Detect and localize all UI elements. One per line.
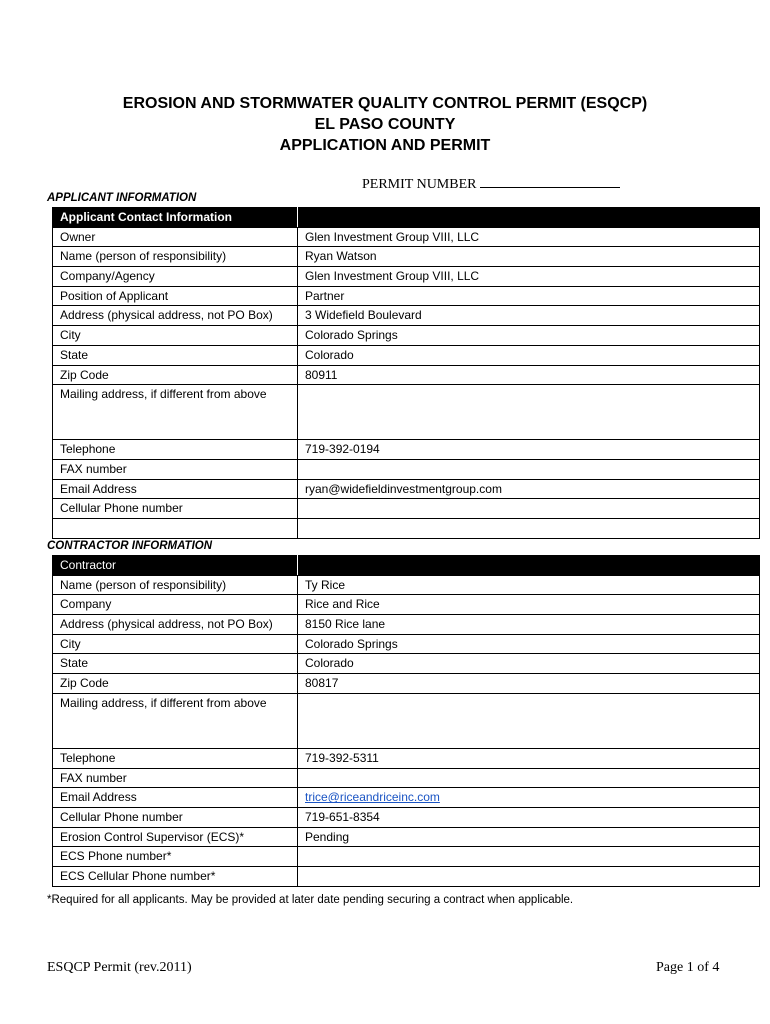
field-value[interactable]: 719-651-8354 [298, 807, 760, 827]
field-value[interactable]: 3 Widefield Boulevard [298, 306, 760, 326]
table-row [53, 575, 760, 595]
table-row [53, 693, 760, 748]
field-label: Company/Agency [53, 267, 298, 287]
contractor-header-label: Contractor [53, 556, 298, 576]
field-label: Telephone [53, 440, 298, 460]
permit-number-blank[interactable] [480, 175, 620, 188]
footer-page-number: Page 1 of 4 [656, 960, 720, 975]
table-row [53, 768, 760, 788]
field-value[interactable] [298, 768, 760, 788]
field-label: Cellular Phone number [53, 499, 298, 519]
field-label: Owner [53, 227, 298, 247]
table-row [53, 227, 760, 247]
applicant-header-blank [298, 208, 760, 228]
field-value[interactable] [298, 385, 760, 440]
table-row [53, 788, 760, 808]
contractor-table [52, 555, 760, 887]
permit-number-label: PERMIT NUMBER [362, 177, 477, 192]
table-row [53, 595, 760, 615]
permit-number-field [362, 175, 620, 193]
table-row [53, 326, 760, 346]
field-value[interactable]: Colorado [298, 345, 760, 365]
table-row [53, 674, 760, 694]
field-value[interactable]: 8150 Rice lane [298, 615, 760, 635]
field-value[interactable]: Glen Investment Group VIII, LLC [298, 267, 760, 287]
table-row [53, 847, 760, 867]
field-label: FAX number [53, 459, 298, 479]
field-value[interactable] [298, 693, 760, 748]
table-row [53, 518, 760, 538]
field-label: Address (physical address, not PO Box) [53, 306, 298, 326]
field-label: Erosion Control Supervisor (ECS)* [53, 827, 298, 847]
field-value[interactable]: Glen Investment Group VIII, LLC [298, 227, 760, 247]
field-label: Mailing address, if different from above [53, 385, 298, 440]
field-value[interactable] [298, 499, 760, 519]
footer-form-revision: ESQCP Permit (rev.2011) [47, 960, 192, 975]
table-row [53, 827, 760, 847]
field-value[interactable]: Ryan Watson [298, 247, 760, 267]
table-row [53, 306, 760, 326]
applicant-table [52, 207, 760, 539]
table-row [53, 286, 760, 306]
field-value[interactable]: Pending [298, 827, 760, 847]
title-line-2: EL PASO COUNTY [314, 116, 456, 133]
field-label: Position of Applicant [53, 286, 298, 306]
field-label: City [53, 326, 298, 346]
table-row [53, 479, 760, 499]
field-value[interactable]: Partner [298, 286, 760, 306]
field-label: Name (person of responsibility) [53, 575, 298, 595]
field-value[interactable]: 80817 [298, 674, 760, 694]
field-label: Zip Code [53, 674, 298, 694]
table-row [53, 748, 760, 768]
field-label: FAX number [53, 768, 298, 788]
field-label: State [53, 654, 298, 674]
table-row [53, 499, 760, 519]
applicant-section-heading: APPLICANT INFORMATION [47, 192, 197, 204]
contractor-header-blank [298, 556, 760, 576]
title-line-3: APPLICATION AND PERMIT [279, 137, 491, 154]
table-row [53, 866, 760, 886]
field-value[interactable] [298, 847, 760, 867]
field-value[interactable]: 80911 [298, 365, 760, 385]
field-label[interactable] [53, 518, 298, 538]
field-value[interactable] [298, 788, 760, 808]
document-title [0, 93, 770, 156]
field-value[interactable]: 719-392-0194 [298, 440, 760, 460]
field-value[interactable]: Ty Rice [298, 575, 760, 595]
applicant-header-label: Applicant Contact Information [53, 208, 298, 228]
table-row [53, 267, 760, 287]
field-value[interactable] [298, 866, 760, 886]
field-label: Company [53, 595, 298, 615]
contractor-table-header [53, 556, 760, 576]
field-label: Cellular Phone number [53, 807, 298, 827]
field-value[interactable]: Rice and Rice [298, 595, 760, 615]
table-row [53, 247, 760, 267]
required-footnote: *Required for all applicants. May be provided at later date pending securing a contract when applicable. [47, 894, 574, 906]
field-label: Mailing address, if different from above [53, 693, 298, 748]
field-value[interactable]: Colorado Springs [298, 634, 760, 654]
field-label: Email Address [53, 788, 298, 808]
field-value[interactable]: Colorado [298, 654, 760, 674]
table-row [53, 440, 760, 460]
field-label: State [53, 345, 298, 365]
field-value[interactable] [298, 459, 760, 479]
contractor-email-link[interactable]: trice@riceandriceinc.com [305, 790, 440, 805]
field-value[interactable] [298, 518, 760, 538]
field-label: ECS Cellular Phone number* [53, 866, 298, 886]
table-row [53, 654, 760, 674]
table-row [53, 365, 760, 385]
field-label: ECS Phone number* [53, 847, 298, 867]
table-row [53, 385, 760, 440]
field-label: Name (person of responsibility) [53, 247, 298, 267]
table-row [53, 345, 760, 365]
table-row [53, 615, 760, 635]
field-label: Address (physical address, not PO Box) [53, 615, 298, 635]
field-label: Telephone [53, 748, 298, 768]
field-value[interactable]: ryan@widefieldinvestmentgroup.com [298, 479, 760, 499]
table-row [53, 634, 760, 654]
field-label: Zip Code [53, 365, 298, 385]
field-value[interactable]: Colorado Springs [298, 326, 760, 346]
field-label: City [53, 634, 298, 654]
table-row [53, 459, 760, 479]
title-line-1: EROSION AND STORMWATER QUALITY CONTROL PERMIT (ESQCP) [122, 95, 648, 112]
contractor-section-heading: CONTRACTOR INFORMATION [47, 540, 213, 552]
field-label: Email Address [53, 479, 298, 499]
field-value[interactable]: 719-392-5311 [298, 748, 760, 768]
applicant-table-header [53, 208, 760, 228]
table-row [53, 807, 760, 827]
